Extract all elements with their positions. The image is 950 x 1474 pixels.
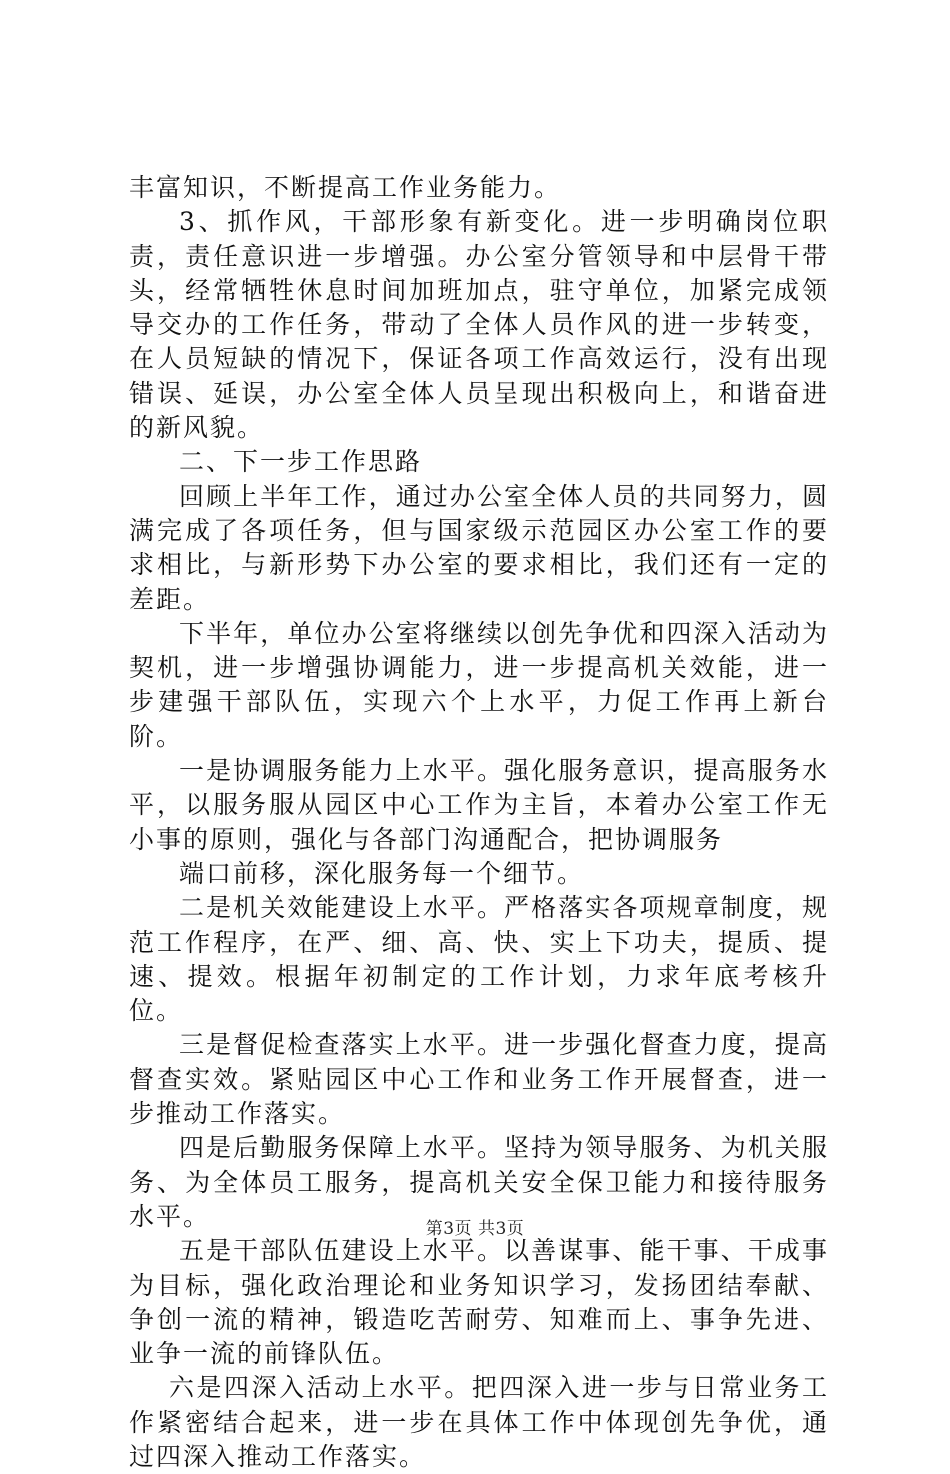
paragraph-item-five: 五是干部队伍建设上水平。以善谋事、能干事、干成事为目标，强化政治理论和业务知识学习，发扬团结奉献、争创一流的精神，锻造吃苦耐劳、知难而上、事争先进、业争一流的前锋队伍。 <box>129 1236 829 1369</box>
paragraph-item-two: 二是机关效能建设上水平。严格落实各项规章制度，规范工作程序，在严、细、高、快、实上下功夫，提质、提速、提效。根据年初制定的工作计划，力求年底考核升位。 <box>129 893 829 1026</box>
paragraph-item-six: 六是四深入活动上水平。把四深入进一步与日常业务工作紧密结合起来，进一步在具体工作中体现创先争优，通过四深入推动工作落实。 <box>129 1373 829 1471</box>
paragraph-review: 回顾上半年工作，通过办公室全体人员的共同努力，圆满完成了各项任务，但与国家级示范园区办公室工作的要求相比，与新形势下办公室的要求相比，我们还有一定的差距。 <box>129 481 829 614</box>
paragraph-second-half: 下半年，单位办公室将继续以创先争优和四深入活动为契机，进一步增强协调能力，进一步提高机关效能，进一步建强干部队伍，实现六个上水平，力促工作再上新台阶。 <box>129 618 829 751</box>
paragraph-item-one: 一是协调服务能力上水平。强化服务意识，提高服务水平，以服务服从园区中心工作为主旨，本着办公室工作无小事的原则，强化与各部门沟通配合，把协调服务 <box>129 756 829 854</box>
paragraph-work-style: 3、抓作风，干部形象有新变化。进一步明确岗位职责，责任意识进一步增强。办公室分管领导和中层骨干带头，经常牺牲休息时间加班加点，驻守单位，加紧完成领导交办的工作任务，带动了全体人员作风的进一步转变，在人员短缺的情况下，保证各项工作高效运行，没有出现错误、延误，办公室全体人员呈现出积极向上，和谐奋进的新风貌。 <box>129 207 829 443</box>
paragraph-item-four: 四是后勤服务保障上水平。坚持为领导服务、为机关服务、为全体员工服务，提高机关安全保卫能力和接待服务水平。 <box>129 1133 829 1231</box>
section-heading-next-steps: 二、下一步工作思路 <box>179 447 423 477</box>
paragraph-item-one-continued: 端口前移，深化服务每一个细节。 <box>179 858 585 888</box>
page-number-footer: 第3页 共3页 <box>425 1219 525 1239</box>
paragraph-item-three: 三是督促检查落实上水平。进一步强化督查力度，提高督查实效。紧贴园区中心工作和业务工作开展督查，进一步推动工作落实。 <box>129 1030 829 1129</box>
paragraph-continuation: 丰富知识，不断提高工作业务能力。 <box>129 173 562 202</box>
document-body <box>129 171 829 1474</box>
